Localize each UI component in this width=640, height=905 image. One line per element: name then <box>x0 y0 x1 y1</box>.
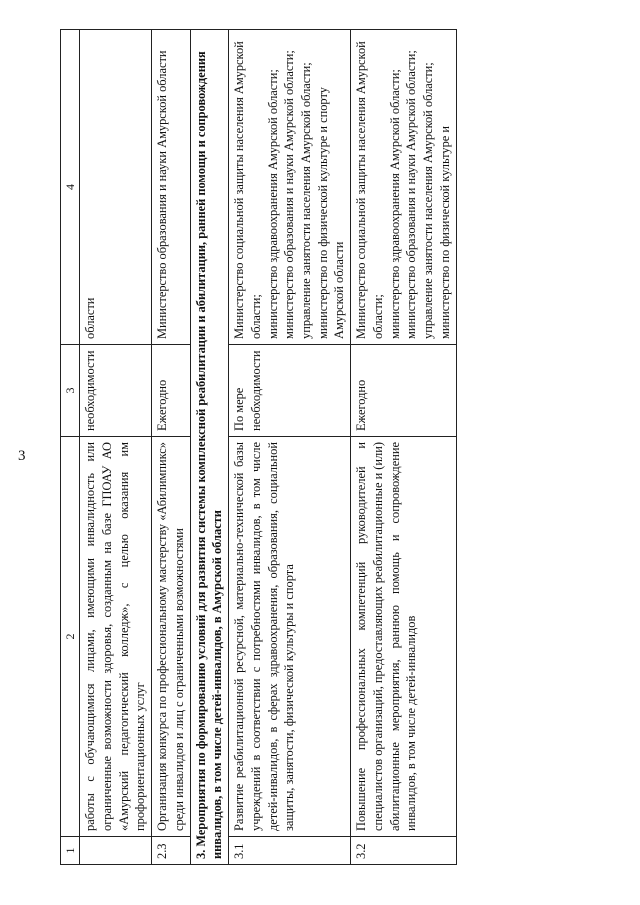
header-col-4: 4 <box>61 30 80 345</box>
row-executor <box>80 30 152 345</box>
measures-table <box>60 29 457 865</box>
executor-line: области <box>83 297 98 339</box>
executor-line: министерство здравоохранения Амурской области; <box>387 69 402 339</box>
executor-line: Министерство социальной защиты населения Амурской области; <box>354 41 385 339</box>
row-number: 2.3 <box>152 837 190 865</box>
row-executor <box>351 30 456 345</box>
executor-line: министерство образования и науки Амурской области; <box>282 50 297 339</box>
page-number: 3 <box>18 448 26 464</box>
row-number: 3.2 <box>351 837 456 865</box>
row-number: 3.1 <box>229 837 351 865</box>
row-number <box>80 837 152 865</box>
executor-line: управление занятости населения Амурской области; <box>421 62 436 339</box>
row-period: Ежегодно <box>351 345 456 437</box>
header-col-1: 1 <box>61 837 80 865</box>
rotated-table-wrapper <box>60 30 640 865</box>
row-measure: Развитие реабилитационной ресурсной, материально-технической базы учреждений в соответствии с потребностями инвалидов, в том числе детей-инвалидов, в сферах здравоохранения, образования, социальной защиты, занятости, физической культуры и спорта <box>229 437 351 837</box>
header-col-3: 3 <box>61 345 80 437</box>
section-heading-row <box>190 30 228 865</box>
table-row <box>152 30 190 865</box>
table-row <box>351 30 456 865</box>
executor-line: Министерство образования и науки Амурской области <box>155 50 170 339</box>
rotated-sheet <box>60 30 640 865</box>
row-measure: Организация конкурса по профессиональному мастерству «Абилимпикс» среди инвалидов и лиц с ограниченными возможностями <box>152 437 190 837</box>
header-col-2: 2 <box>61 437 80 837</box>
row-period: необходимости <box>80 345 152 437</box>
row-measure: Повышение профессиональных компетенций руководителей и специалистов организаций, предоставляющих реабилитационные и (или) абилитационные мероприятия, раннюю помощь и сопровождение инвалидов, в том числе детей-инвалидов <box>351 437 456 837</box>
executor-line: Министерство социальной защиты населения Амурской области; <box>232 41 263 339</box>
table-row <box>229 30 351 865</box>
row-executor <box>152 30 190 345</box>
table-row <box>80 30 152 865</box>
executor-line: министерство по физической культуре и спорту Амурской области <box>315 87 347 339</box>
executor-line: министерство по физической культуре и <box>437 125 452 339</box>
section-3-heading: 3. Мероприятия по формированию условий для развития системы комплексной реабилитации и абилитации, ранней помощи и сопровождения инвалидов, в том числе детей-инвалидов, в Амурской области <box>190 30 228 865</box>
executor-line: министерство здравоохранения Амурской области; <box>265 69 280 339</box>
executor-line: управление занятости населения Амурской области; <box>299 62 313 339</box>
row-measure: работы с обучающимися лицами, имеющими инвалидность или ограниченные возможности здоровья, созданным на базе ГПОАУ АО «Амурский педагогический колледж», с целью оказания им профориентационных услуг <box>80 437 152 837</box>
header-row <box>61 30 80 865</box>
row-period: По мере необходимости <box>229 345 351 437</box>
row-executor <box>229 30 351 345</box>
row-period: Ежегодно <box>152 345 190 437</box>
executor-line: министерство образования и науки Амурской области; <box>404 50 419 339</box>
